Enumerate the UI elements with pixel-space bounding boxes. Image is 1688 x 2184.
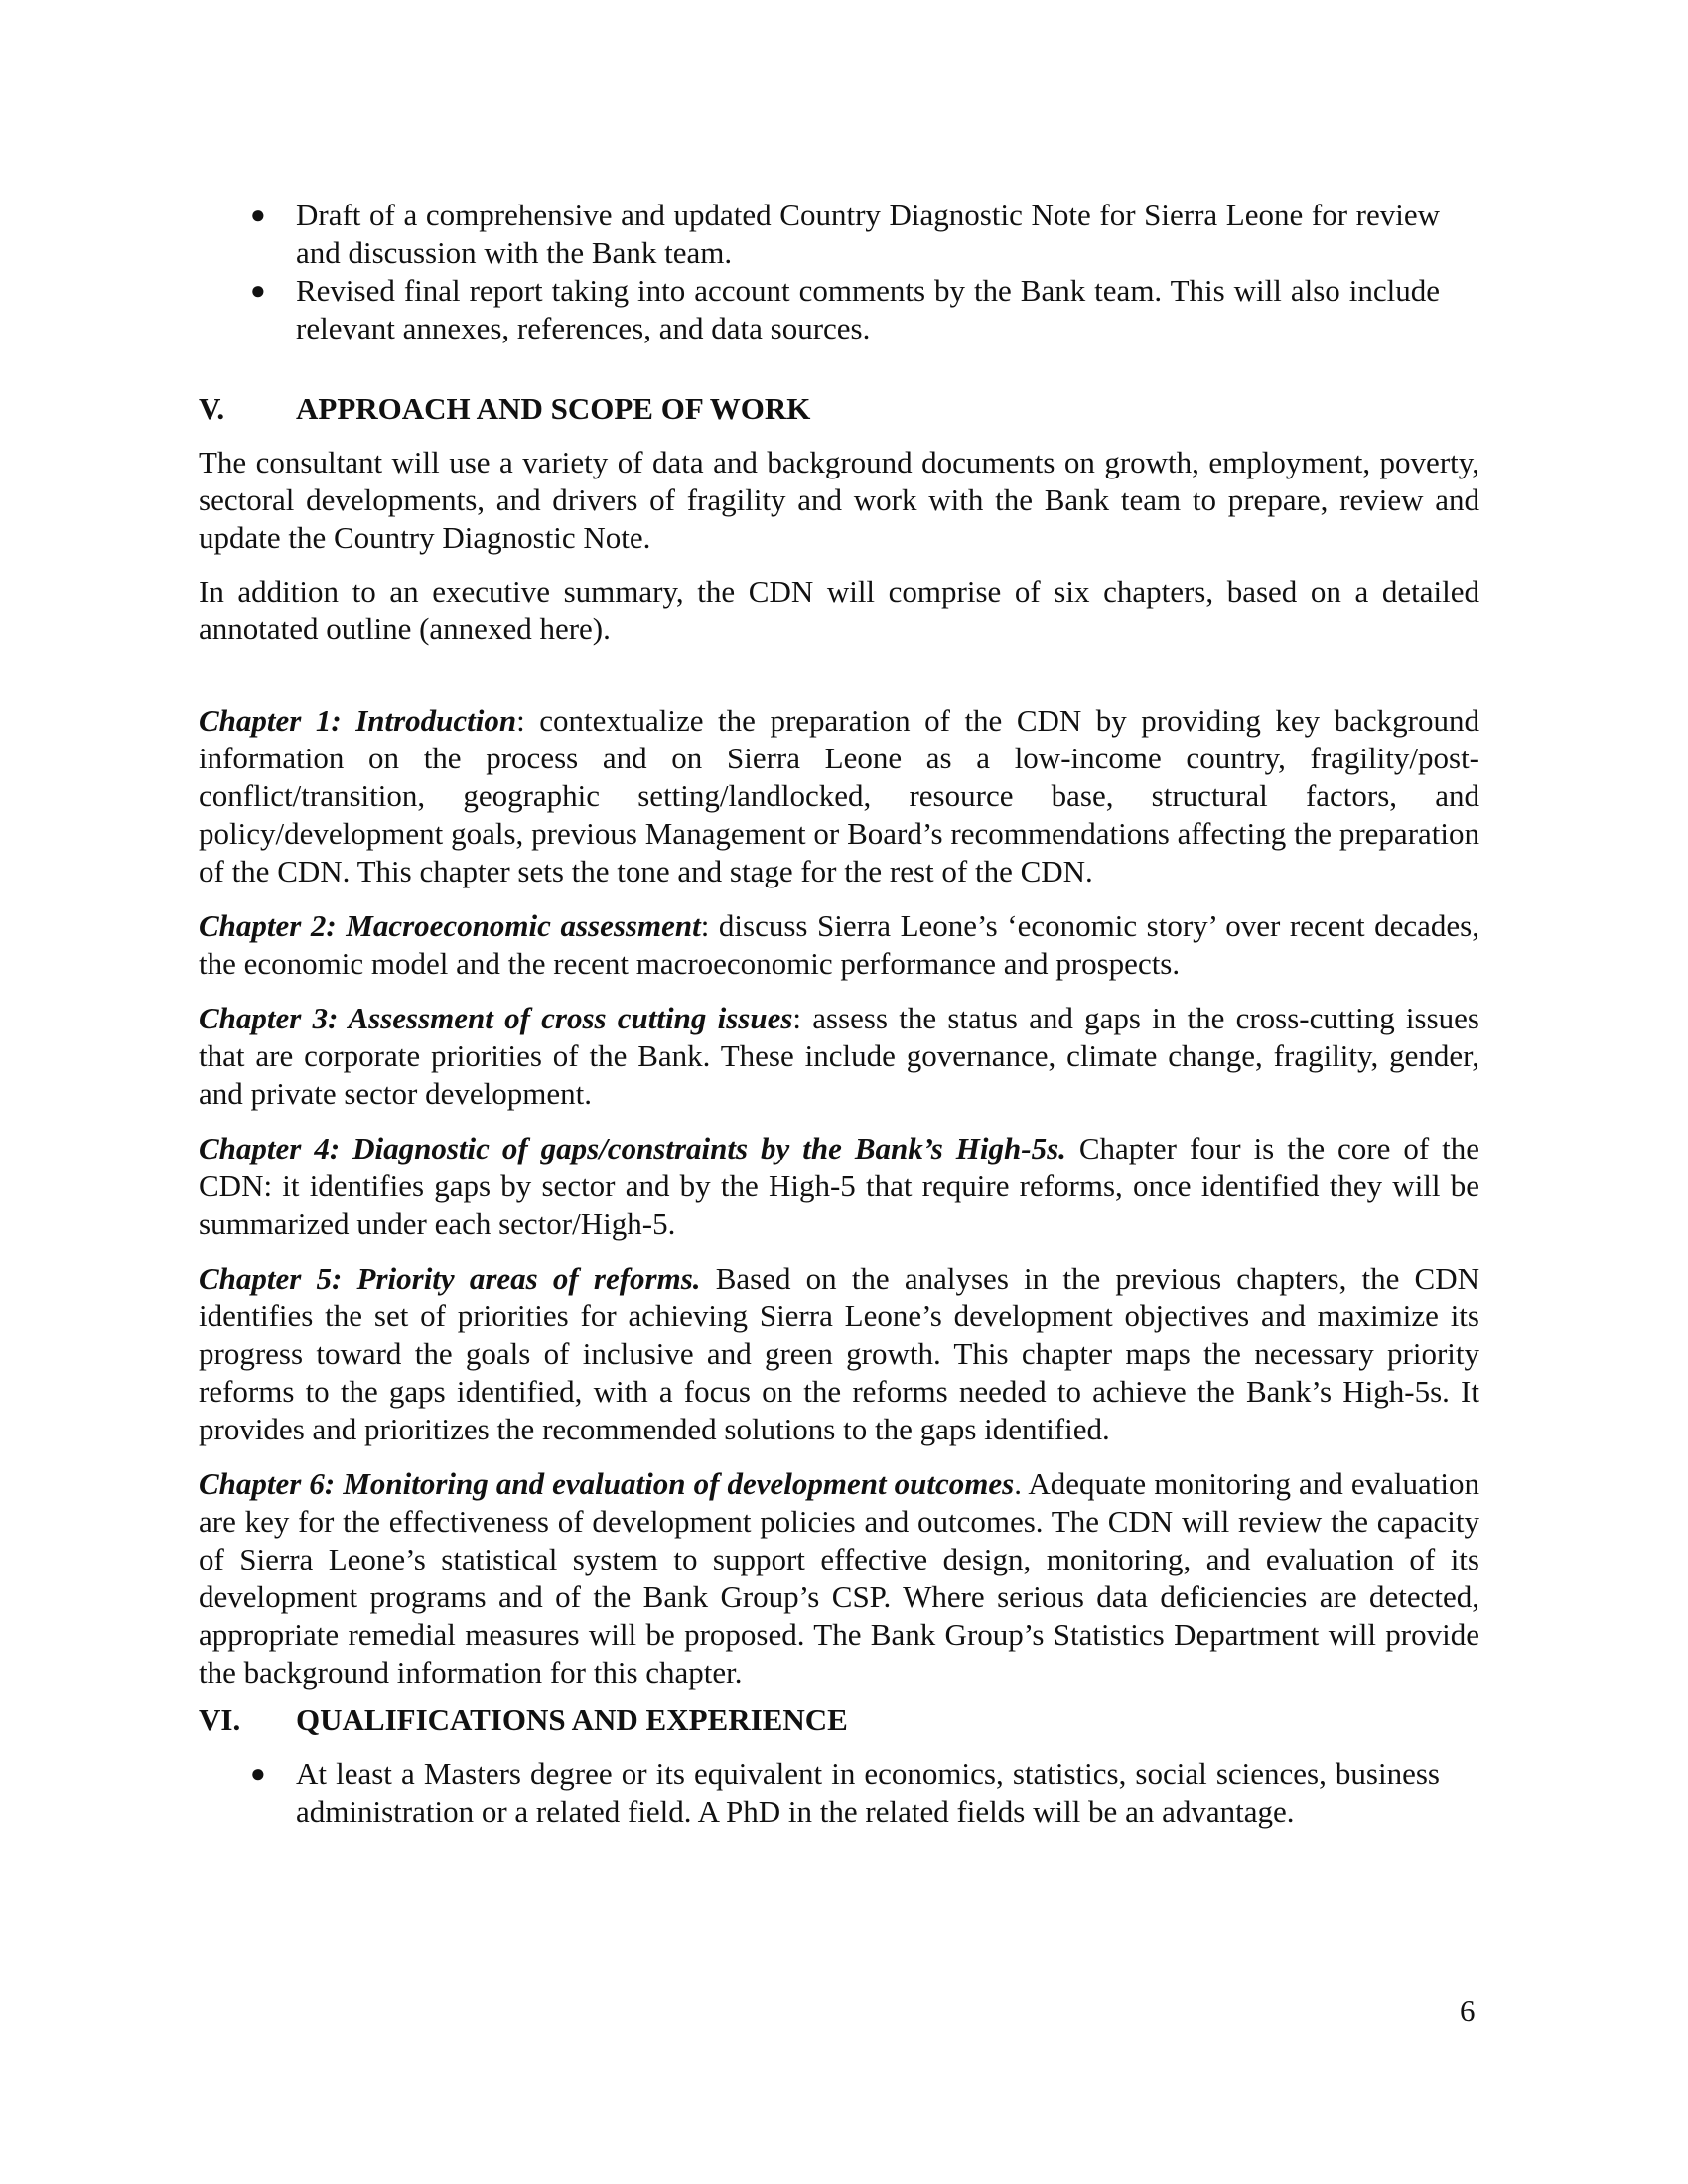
bullet-icon: ● <box>250 276 266 305</box>
section-title: QUALIFICATIONS AND EXPERIENCE <box>296 1703 848 1737</box>
chapter-title: Chapter 5: Priority areas of reforms. <box>199 1261 701 1296</box>
chapter-paragraph <box>199 702 1479 890</box>
chapter-text: assess the status and gaps in the cross-cutting issues that are corporate priorities of the Bank. These include governance, climate change, fragility, gender, and private sector development. <box>199 1001 1479 1111</box>
chapter-separator: : <box>516 703 525 738</box>
list-item <box>199 1755 1479 1831</box>
chapter-text: Adequate monitoring and evaluation are key for the effectiveness of development policies and outcomes. The CDN will review the capacity of Sierra Leone’s statistical system to support effective design, monitoring, and evaluation of its development programs and of the Bank Group’s CSP. Where serious data deficiencies are detected, appropriate remedial measures will be proposed. The Bank Group’s Statistics Department will provide the background information for this chapter. <box>199 1466 1480 1690</box>
chapter-paragraph <box>199 1130 1479 1243</box>
paragraph: The consultant will use a variety of data and background documents on growth, employment, poverty, sectoral developments, and drivers of fragility and work with the Bank team to prepare, review and update the Country Diagnostic Note. <box>199 445 1479 555</box>
chapter-title: Chapter 6: Monitoring and evaluation of development outcomes <box>199 1466 1015 1501</box>
section-number: V. <box>199 391 225 426</box>
chapter-paragraph <box>199 1260 1479 1448</box>
page-content <box>199 197 1479 1831</box>
bullet-icon: ● <box>250 1759 266 1788</box>
chapter-paragraph <box>199 1000 1479 1113</box>
list-item-text: At least a Masters degree or its equivalent in economics, statistics, social sciences, business administration or a related field. A PhD in the related fields will be an advantage. <box>296 1756 1440 1829</box>
chapter-text: contextualize the preparation of the CDN by providing key background information on the process and on Sierra Leone as a low-income country, fragility/post-conflict/transition, geographic setting/landlocked, resource base, structural factors, and policy/development goals, previous Management or Board’s recommendations affecting the preparation of the CDN. This chapter sets the tone and stage for the rest of the CDN. <box>199 703 1479 888</box>
chapter-text: discuss Sierra Leone’s ‘economic story’ over recent decades, the economic model and the recent macroeconomic performance and prospects. <box>199 908 1479 981</box>
chapter-paragraph <box>199 1465 1479 1692</box>
chapter-paragraph <box>199 907 1479 983</box>
section-heading-qualifications <box>199 1702 1479 1739</box>
chapter-title: Chapter 1: Introduction <box>199 703 517 738</box>
section-title: APPROACH AND SCOPE OF WORK <box>296 391 811 426</box>
chapter-separator: . <box>1014 1466 1022 1501</box>
paragraph: In addition to an executive summary, the CDN will comprise of six chapters, based on a detailed annotated outline (annexed here). <box>199 574 1479 646</box>
page-number: 6 <box>1460 1993 1476 2028</box>
chapter-title: Chapter 4: Diagnostic of gaps/constraints by the Bank’s High-5s. <box>199 1131 1066 1165</box>
list-item <box>199 197 1479 272</box>
chapter-title: Chapter 3: Assessment of cross cutting issues <box>199 1001 793 1035</box>
qualifications-list <box>199 1755 1479 1831</box>
section-heading-approach <box>199 390 1479 428</box>
section-number: VI. <box>199 1703 241 1737</box>
bullet-icon: ● <box>250 201 266 229</box>
chapter-text: Chapter four is the core of the CDN: it identifies gaps by sector and by the High-5 that require reforms, once identified they will be summarized under each sector/High-5. <box>199 1131 1479 1241</box>
chapter-title: Chapter 2: Macroeconomic assessment <box>199 908 701 943</box>
list-item <box>199 272 1479 347</box>
list-item-text: Revised final report taking into account comments by the Bank team. This will also include relevant annexes, references, and data sources. <box>296 273 1440 345</box>
deliverables-list <box>199 197 1479 347</box>
chapter-separator: : <box>792 1001 802 1035</box>
chapter-text: Based on the analyses in the previous chapters, the CDN identifies the set of priorities for achieving Sierra Leone’s development objectives and maximize its progress toward the goals of inclusive and green growth. This chapter maps the necessary priority reforms to the gaps identified, with a focus on the reforms needed to achieve the Bank’s High-5s. It provides and prioritizes the recommended solutions to the gaps identified. <box>199 1261 1480 1446</box>
list-item-text: Draft of a comprehensive and updated Country Diagnostic Note for Sierra Leone for review and discussion with the Bank team. <box>296 198 1440 270</box>
chapter-separator: : <box>700 908 710 943</box>
